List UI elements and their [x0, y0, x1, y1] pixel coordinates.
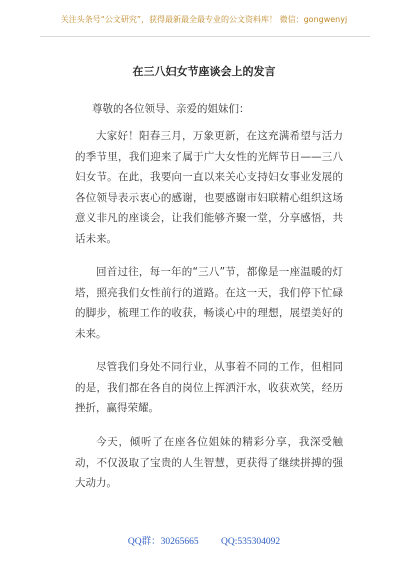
header-note: 关注头条号“公文研究”，获得最新最全最专业的公文资料库！ 微信：gongwenyj: [60, 15, 348, 24]
header-divider: [40, 36, 370, 37]
paragraph-1: 大家好！阳春三月，万象更新，在这充满希望与活力的季节里，我们迎来了属于广大女性的光辉节日——三八妇女节。在此，我要向一直以来关心支持妇女事业发展的各位领导表示衷心的感谢，也要感谢市妇联精心组织这场意义非凡的座谈会，让我们能够齐聚一堂，分享感悟，共话未来。: [75, 130, 343, 245]
salutation: 尊敬的各位领导、亲爱的姐妹们：: [92, 103, 250, 115]
footer-qq-group: QQ群：30265665: [127, 537, 199, 547]
footer: [0, 533, 408, 547]
paragraph-3: 尽管我们身处不同行业，从事着不同的工作，但相同的是，我们都在各自的岗位上挥洒汗水，收获欢笑，经历挫折，赢得荣耀。: [75, 361, 343, 415]
paragraph-4: 今天，倾听了在座各位姐妹的精彩分享，我深受触动，不仅汲取了宝贵的人生智慧，更获得了继续拼搏的强大动力。: [75, 436, 343, 490]
document-title: 在三八妇女节座谈会上的发言: [132, 65, 276, 78]
footer-qq: QQ:535304092: [220, 537, 281, 547]
paragraph-2: 回首过往，每一年的“三八”节，都像是一座温暖的灯塔，照亮我们女性前行的道路。在这一天，我们停下忙碌的脚步，梳理工作的收获，畅谈心中的理想，展望美好的未来。: [75, 266, 343, 340]
